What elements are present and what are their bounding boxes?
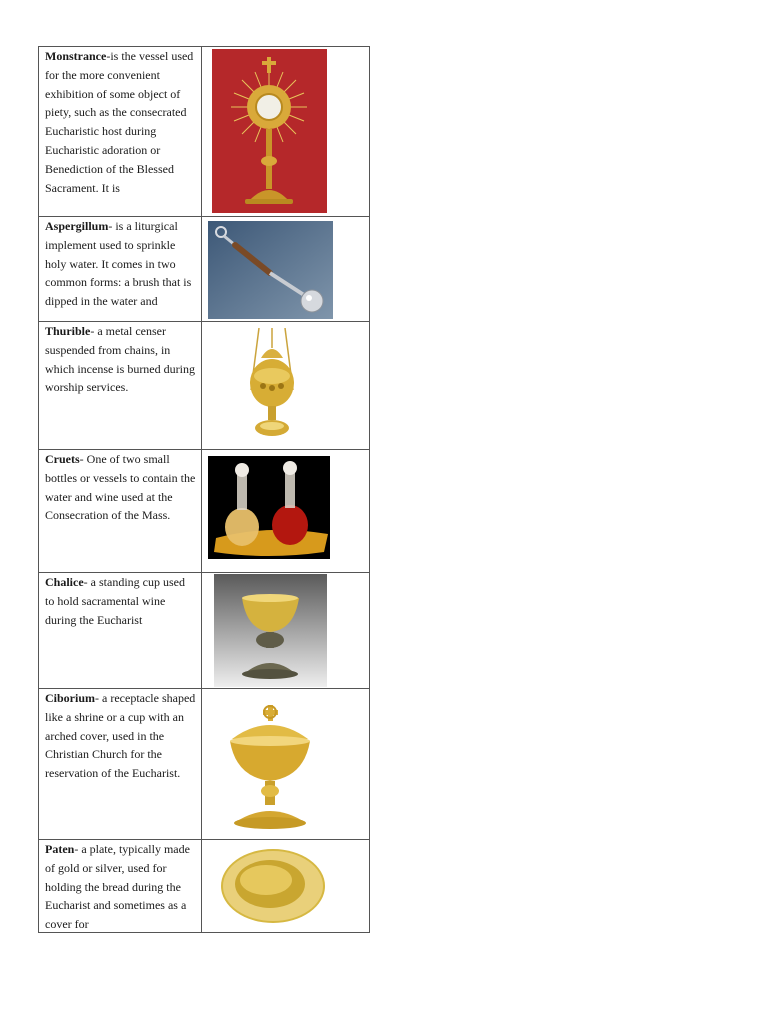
item-description: - a receptacle shaped like a shrine or a cup with an arched cover, used in the Christian Church for the reservation of the Eucharist. (45, 691, 196, 781)
description-cell (39, 450, 202, 573)
thurible-image (237, 328, 307, 442)
table-row (39, 689, 370, 840)
description-cell (39, 573, 202, 689)
item-description: - a plate, typically made of gold or silver, used for holding the bread during the Eucharist and sometimes as a cover for (45, 842, 190, 931)
image-cell (202, 840, 370, 933)
table-row (39, 47, 370, 217)
description-cell (39, 217, 202, 322)
ciborium-image (220, 703, 320, 833)
item-description: -is the vessel used for the more convenient exhibition of some object of piety, such as the consecrated Eucharistic host during Eucharistic adoration or Benediction of the Blessed Sacrament. It is (45, 49, 194, 195)
table-row (39, 217, 370, 322)
image-cell (202, 573, 370, 689)
description-cell (39, 840, 202, 933)
image-cell (202, 450, 370, 573)
image-cell (202, 47, 370, 217)
item-term: Aspergillum (45, 219, 109, 233)
image-cell (202, 322, 370, 450)
cruets-image (208, 456, 330, 559)
description-cell (39, 47, 202, 217)
table-row (39, 573, 370, 689)
item-term: Monstrance (45, 49, 107, 63)
paten-image (218, 846, 328, 926)
aspergillum-image (208, 221, 333, 319)
item-term: Paten (45, 842, 75, 856)
item-term: Chalice (45, 575, 84, 589)
description-cell (39, 322, 202, 450)
monstrance-image (212, 49, 327, 213)
table-row (39, 322, 370, 450)
item-term: Ciborium (45, 691, 96, 705)
item-description: - a metal censer suspended from chains, in which incense is burned during worship services. (45, 324, 195, 395)
item-term: Cruets (45, 452, 80, 466)
item-description: - One of two small bottles or vessels to contain the water and wine used at the Consecration of the Mass. (45, 452, 196, 523)
image-cell (202, 217, 370, 322)
table-row (39, 450, 370, 573)
item-description: - a standing cup used to hold sacramental wine during the Eucharist (45, 575, 185, 627)
item-description: - is a liturgical implement used to sprinkle holy water. It comes in two common forms: a brush that is dipped in the water and (45, 219, 192, 309)
item-term: Thurible (45, 324, 91, 338)
chalice-image (214, 574, 327, 687)
liturgical-items-table (38, 46, 370, 933)
image-cell (202, 689, 370, 840)
description-cell (39, 689, 202, 840)
table-row (39, 840, 370, 933)
